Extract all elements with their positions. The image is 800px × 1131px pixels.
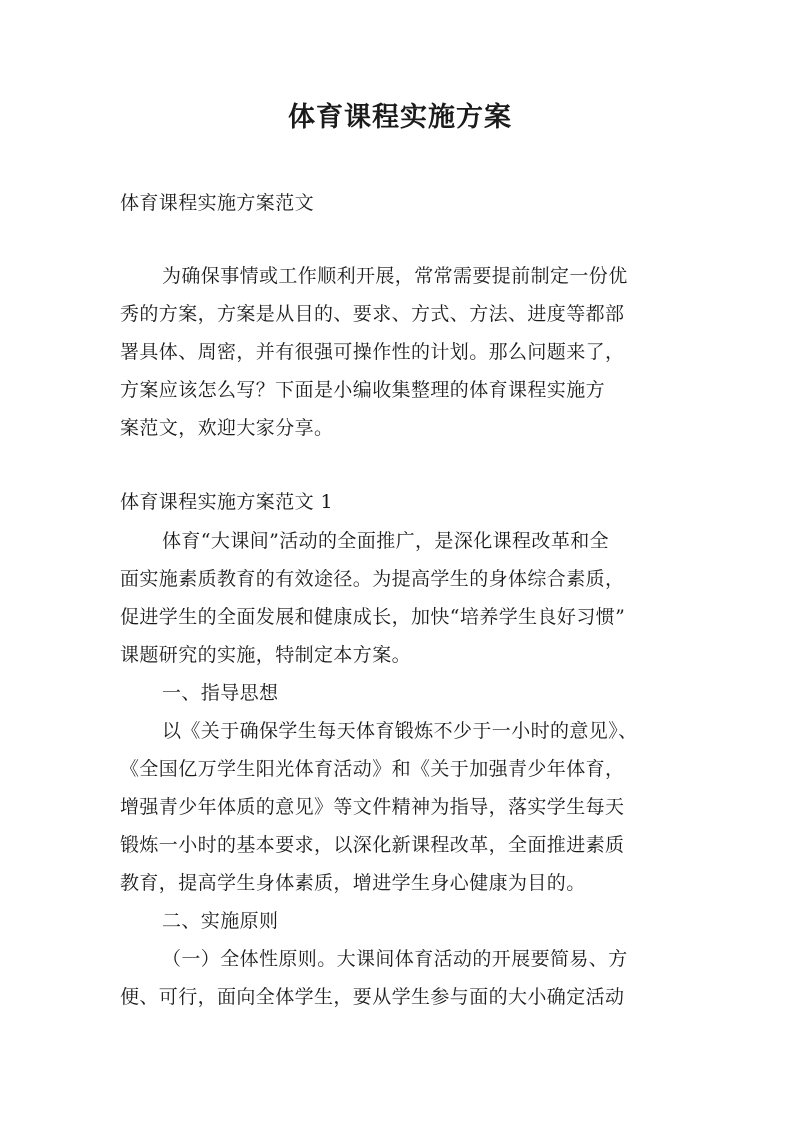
paragraph-line: 教育，提高学生身体素质，增进学生身心健康为目的。 [120, 872, 586, 894]
paragraph-line: 促进学生的全面发展和健康成长，加快“培养学生良好习惯” [120, 606, 626, 628]
section-heading: 体育课程实施方案范文 1 [120, 491, 333, 513]
paragraph-line: 课题研究的实施，特制定本方案。 [120, 644, 412, 666]
paragraph-line: 以《关于确保学生每天体育锻炼不少于一小时的意见》、 [162, 720, 638, 742]
section-heading: 二、实施原则 [162, 910, 279, 932]
paragraph-line: 方案应该怎么写？下面是小编收集整理的体育课程实施方 [120, 379, 606, 401]
paragraph-line: 署具体、周密，并有很强可操作性的计划。那么问题来了， [120, 341, 625, 363]
paragraph-line: 锻炼一小时的基本要求，以深化新课程改革，全面推进素质 [120, 834, 625, 856]
paragraph-line: 秀的方案，方案是从目的、要求、方式、方法、进度等都部 [120, 303, 625, 325]
paragraph-line: 便、可行，面向全体学生，要从学生参与面的大小确定活动 [120, 986, 625, 1008]
paragraph-line: 增强青少年体质的意见》等文件精神为指导，落实学生每天 [120, 796, 625, 818]
paragraph-line: 《全国亿万学生阳光体育活动》和《关于加强青少年体育， [120, 758, 625, 780]
paragraph-line: 体育“大课间”活动的全面推广，是深化课程改革和全 [162, 530, 610, 552]
subtitle-line: 体育课程实施方案范文 [120, 192, 315, 214]
document-title: 体育课程实施方案 [288, 102, 512, 133]
paragraph-line: 面实施素质教育的有效途径。为提高学生的身体综合素质， [120, 568, 625, 590]
section-heading: 一、指导思想 [162, 682, 279, 704]
paragraph-line: （一）全体性原则。大课间体育活动的开展要简易、方 [162, 948, 628, 970]
paragraph-line: 案范文，欢迎大家分享。 [120, 417, 334, 439]
paragraph-line: 为确保事情或工作顺利开展，常常需要提前制定一份优 [162, 265, 628, 287]
